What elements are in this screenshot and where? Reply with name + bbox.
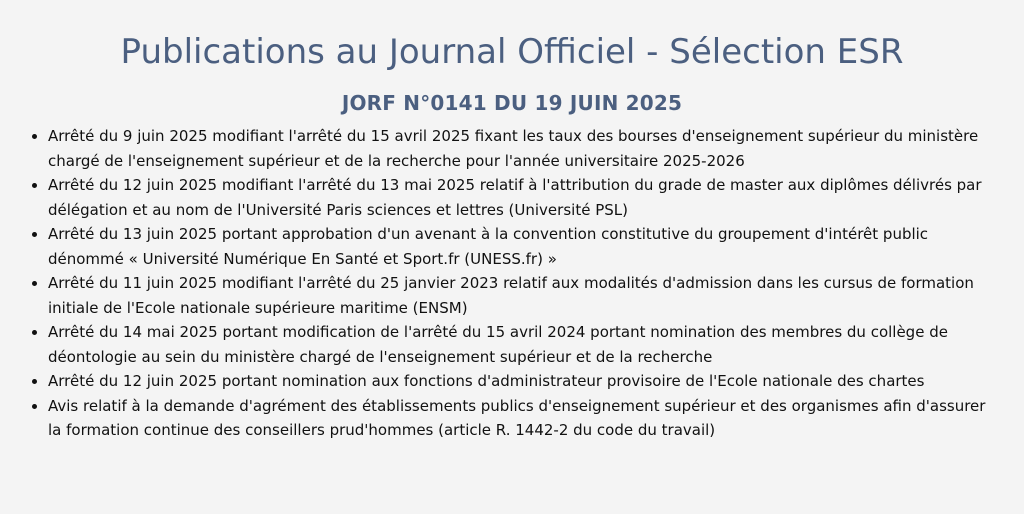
publication-list bbox=[0, 124, 1024, 443]
list-item: • Arrêté du 12 juin 2025 modifiant l'arrêté du 13 mai 2025 relatif à l'attribution du grade de master aux diplômes délivrés par délégation et au nom de l'Université Paris sciences et lettres (Université PSL) bbox=[48, 173, 994, 222]
list-item: • Arrêté du 13 juin 2025 portant approbation d'un avenant à la convention constitutive du groupement d'intérêt public dénommé « Université Numérique En Santé et Sport.fr (UNESS.fr) » bbox=[48, 222, 994, 271]
journal-issue-heading: JORF N°0141 DU 19 JUIN 2025 bbox=[341, 91, 683, 115]
list-item: • Arrêté du 11 juin 2025 modifiant l'arrêté du 25 janvier 2023 relatif aux modalités d'admission dans les cursus de formation initiale de l'Ecole nationale supérieure maritime (ENSM) bbox=[48, 271, 994, 320]
list-item: • Avis relatif à la demande d'agrément des établissements publics d'enseignement supérieur et des organismes afin d'assurer la formation continue des conseillers prud'hommes (article R. 1442-2 du code du travail) bbox=[48, 394, 994, 443]
page-title: Publications au Journal Officiel - Sélection ESR bbox=[120, 32, 904, 72]
list-item: • Arrêté du 14 mai 2025 portant modification de l'arrêté du 15 avril 2024 portant nomination des membres du collège de déontologie au sein du ministère chargé de l'enseignement supérieur et de la recherche bbox=[48, 320, 994, 369]
list-item: • Arrêté du 12 juin 2025 portant nomination aux fonctions d'administrateur provisoire de l'Ecole nationale des chartes bbox=[48, 369, 994, 394]
list-item: • Arrêté du 9 juin 2025 modifiant l'arrêté du 15 avril 2025 fixant les taux des bourses d'enseignement supérieur du ministère chargé de l'enseignement supérieur et de la recherche pour l'année universitaire 2025-2026 bbox=[48, 124, 994, 173]
